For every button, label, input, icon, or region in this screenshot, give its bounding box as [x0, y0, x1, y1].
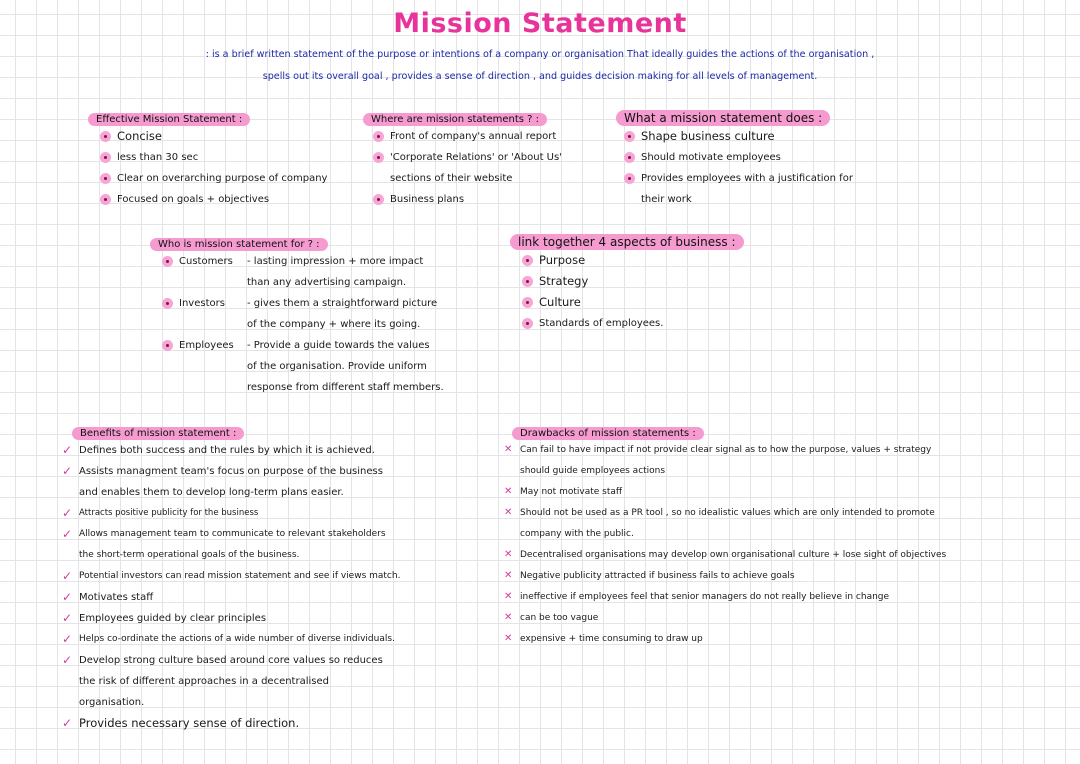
where-list	[390, 126, 562, 210]
bullet-icon	[162, 256, 173, 267]
list-item: ✓ Potential investors can read mission statement and see if views match.	[79, 566, 400, 587]
list-item: ✓ Employees guided by clear principles	[79, 608, 400, 629]
check-icon: ✓	[62, 464, 73, 478]
list-item: Front of company's annual report	[390, 126, 562, 147]
bullet-icon	[624, 152, 635, 163]
cross-icon: ✕	[504, 444, 513, 455]
does-section	[616, 107, 853, 210]
list-item: ✓ Develop strong culture based around core values so reduces the risk of different approaches in a decentralised organisation.	[79, 650, 400, 713]
drawbacks-section	[505, 421, 946, 650]
list-item: Customers - lasting impression + more impact than any advertising campaign.	[179, 251, 459, 293]
check-icon: ✓	[62, 611, 73, 625]
benefits-heading: Benefits of mission statement :	[72, 427, 244, 440]
cross-icon: ✕	[504, 591, 513, 602]
list-item: ✓ Allows management team to communicate to relevant stakeholders the short-term operational goals of the business.	[79, 524, 400, 566]
list-item: ✕ Decentralised organisations may develop own organisational culture + lose sight of objectives	[520, 545, 946, 566]
cross-icon: ✕	[504, 486, 513, 497]
benefits-section	[62, 421, 400, 734]
bullet-icon	[162, 298, 173, 309]
list-item: Purpose	[539, 250, 744, 271]
check-icon: ✓	[62, 527, 73, 541]
definition-text	[160, 44, 920, 88]
cross-icon: ✕	[504, 612, 513, 623]
check-icon: ✓	[62, 569, 73, 583]
effective-heading: Effective Mission Statement :	[88, 113, 250, 126]
list-item: ✓ Motivates staff	[79, 587, 400, 608]
cross-icon: ✕	[504, 570, 513, 581]
list-item: ✕ expensive + time consuming to draw up	[520, 629, 946, 650]
aspects-heading: link together 4 aspects of business :	[510, 234, 744, 250]
bullet-icon	[100, 152, 111, 163]
list-item: Culture	[539, 292, 744, 313]
bullet-icon	[100, 131, 111, 142]
does-list	[641, 126, 853, 210]
list-item: Focused on goals + objectives	[117, 189, 327, 210]
bullet-icon	[100, 194, 111, 205]
bullet-icon	[100, 173, 111, 184]
drawbacks-list	[504, 440, 947, 650]
list-item: 'Corporate Relations' or 'About Us' sections of their website	[390, 147, 562, 189]
who-list	[179, 251, 459, 398]
aspects-list	[539, 250, 744, 334]
list-item: Concise	[117, 126, 327, 147]
definition-line-2: spells out its overall goal , provides a sense of direction , and guides decision making for all levels of management.	[262, 71, 818, 82]
who-label: Investors	[179, 298, 225, 309]
list-item: ✕ Negative publicity attracted if business fails to achieve goals	[520, 566, 946, 587]
bullet-icon	[162, 340, 173, 351]
bullet-icon	[373, 131, 384, 142]
who-heading: Who is mission statement for ? :	[150, 238, 328, 251]
list-item: Shape business culture	[641, 126, 853, 147]
list-item: Should motivate employees	[641, 147, 853, 168]
who-section	[150, 232, 459, 398]
list-item: ✕ Can fail to have impact if not provide clear signal as to how the purpose, values + strategy should guide employees actions	[520, 440, 946, 482]
bullet-icon	[522, 297, 533, 308]
benefits-list	[62, 440, 401, 734]
cross-icon: ✕	[504, 549, 513, 560]
list-item: ✓ Assists managment team's focus on purpose of the business and enables them to develop long-term plans easier.	[79, 461, 400, 503]
check-icon: ✓	[62, 590, 73, 604]
bullet-icon	[522, 318, 533, 329]
list-item: Standards of employees.	[539, 313, 744, 334]
check-icon: ✓	[62, 632, 73, 646]
list-item: Investors - gives them a straightforward picture of the company + where its going.	[179, 293, 459, 335]
list-item: ✓ Provides necessary sense of direction.	[79, 713, 400, 734]
bullet-icon	[522, 255, 533, 266]
drawbacks-heading: Drawbacks of mission statements :	[512, 427, 704, 440]
list-item: Provides employees with a justification for their work	[641, 168, 853, 210]
list-item: ✕ Should not be used as a PR tool , so no idealistic values which are only intended to promote company with the public.	[520, 503, 946, 545]
definition-line-1: : is a brief written statement of the purpose or intentions of a company or organisation That ideally guides the actions of the organisation ,	[205, 49, 875, 60]
who-label: Customers	[179, 256, 233, 267]
check-icon: ✓	[62, 443, 73, 457]
does-heading: What a mission statement does :	[616, 110, 830, 126]
where-heading: Where are mission statements ? :	[363, 113, 547, 126]
list-item: ✓ Attracts positive publicity for the business	[79, 503, 400, 524]
check-icon: ✓	[62, 506, 73, 520]
effective-list	[117, 126, 327, 210]
list-item: Clear on overarching purpose of company	[117, 168, 327, 189]
bullet-icon	[373, 194, 384, 205]
bullet-icon	[373, 152, 384, 163]
effective-section	[88, 107, 327, 210]
who-label: Employees	[179, 340, 234, 351]
list-item: Employees - Provide a guide towards the values of the organisation. Provide uniform response from different staff members.	[179, 335, 459, 398]
list-item: less than 30 sec	[117, 147, 327, 168]
check-icon: ✓	[62, 716, 73, 730]
list-item: Strategy	[539, 271, 744, 292]
cross-icon: ✕	[504, 633, 513, 644]
where-section	[363, 107, 562, 210]
list-item: ✓ Helps co-ordinate the actions of a wide number of diverse individuals.	[79, 629, 400, 650]
cross-icon: ✕	[504, 507, 513, 518]
check-icon: ✓	[62, 653, 73, 667]
list-item: Business plans	[390, 189, 562, 210]
page-title: Mission Statement	[393, 8, 687, 39]
bullet-icon	[624, 131, 635, 142]
list-item: ✕ can be too vague	[520, 608, 946, 629]
list-item: ✕ ineffective if employees feel that senior managers do not really believe in change	[520, 587, 946, 608]
bullet-icon	[522, 276, 533, 287]
list-item: ✕ May not motivate staff	[520, 482, 946, 503]
bullet-icon	[624, 173, 635, 184]
aspects-section	[510, 231, 744, 334]
list-item: ✓ Defines both success and the rules by which it is achieved.	[79, 440, 400, 461]
